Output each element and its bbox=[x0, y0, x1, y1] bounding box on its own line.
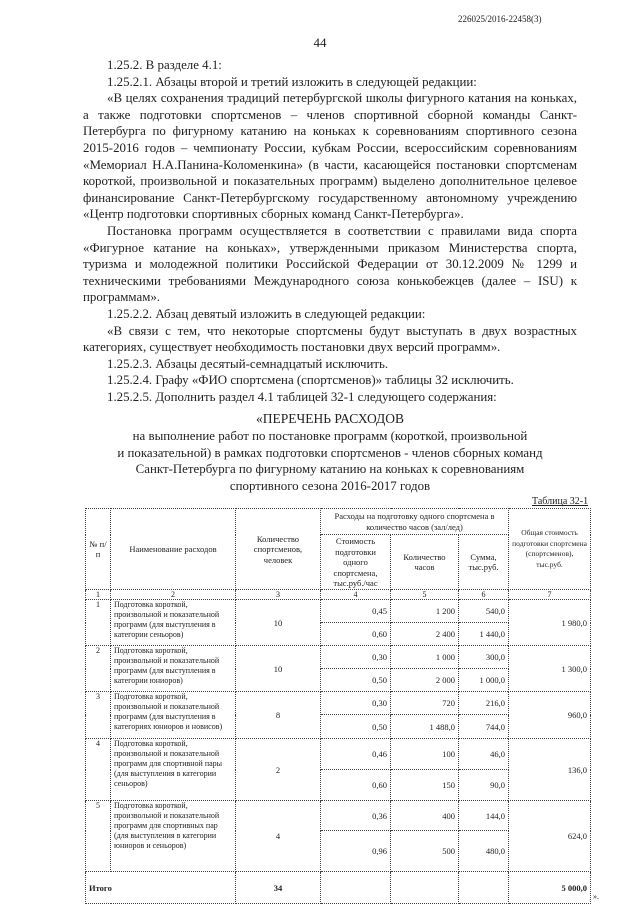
column-number: 7 bbox=[509, 590, 591, 600]
title-line: и показательной) в рамках подготовки спортсменов - членов сборных команд bbox=[117, 445, 543, 460]
row-number: 5 bbox=[86, 801, 111, 872]
total-label: Итого bbox=[86, 872, 236, 904]
total-row bbox=[86, 872, 591, 904]
header-hours: Количество часов bbox=[391, 535, 459, 590]
total-cost: 1 980,0 bbox=[509, 600, 591, 646]
expense-table bbox=[85, 508, 591, 904]
title-line: на выполнение работ по постановке программ (короткой, произвольной bbox=[132, 429, 528, 444]
table-row bbox=[86, 801, 591, 831]
paragraph: 1.25.2.1. Абзацы второй и третий изложить в следующей редакции: bbox=[107, 74, 477, 89]
table-title bbox=[83, 411, 577, 494]
athlete-count: 4 bbox=[236, 801, 321, 872]
paragraph: «В целях сохранения традиций петербургской школы фигурного катания на коньках, а также подготовки спортсменов – членов спортивной сборной команды Санкт-Петербурга по фигурному катанию на коньках к соревнованиям спортивного сезона 2015-2016 годов – чемпионату России, кубкам России, всероссийским соревнованиям «Мемориал Н.А.Панина-Коломенкина» (в части, касающейся постановки спортсменам короткой, произвольной и показательных программ) выделено дополнительное целевое финансирование Санкт-Петербургскому государственному автономному учреждению «Центр подготовки спортивных сборных команд Санкт-Петербурга». bbox=[83, 91, 577, 222]
sum: 216,0 bbox=[459, 692, 509, 715]
header-num: № п/п bbox=[86, 509, 111, 590]
hours: 400 bbox=[391, 801, 459, 831]
total-count: 34 bbox=[236, 872, 321, 904]
header-group: Расходы на подготовку одного спортсмена в количество часов (зал/лед) bbox=[321, 509, 509, 535]
empty-cell bbox=[321, 872, 391, 904]
expense-name: Подготовка короткой, произвольной и показательной программ для спортивной пары (для выступления в категории сеньоров) bbox=[111, 739, 236, 801]
sum: 46,0 bbox=[459, 739, 509, 770]
hours: 1 488,0 bbox=[391, 715, 459, 739]
sum: 1 440,0 bbox=[459, 623, 509, 646]
sum: 744,0 bbox=[459, 715, 509, 739]
total-cost: 1 300,0 bbox=[509, 646, 591, 692]
page-number: 44 bbox=[313, 35, 327, 50]
hours: 500 bbox=[391, 831, 459, 872]
paragraph: 1.25.2. В разделе 4.1: bbox=[107, 58, 222, 72]
table-row bbox=[86, 692, 591, 715]
athlete-count: 10 bbox=[236, 646, 321, 692]
column-number: 1 bbox=[86, 590, 111, 600]
hours: 100 bbox=[391, 739, 459, 770]
title-line: Санкт-Петербурга по фигурному катанию на коньках к соревнованиям bbox=[135, 462, 525, 477]
paragraph: Постановка программ осуществляется в соответствии с правилами вида спорта «Фигурное катание на коньках», утвержденными приказом Министерства спорта, туризма и молодежной политики Российской Федерации от 30.12.2009 № 1299 и техническими требованиями Международного союза конькобежцев (далее – ISU) к программам». bbox=[83, 223, 577, 305]
paragraph: «В связи с тем, что некоторые спортсмены будут выступать в двух возрастных категориях, существует необходимость постановки двух версий программ». bbox=[83, 323, 577, 355]
table-row bbox=[86, 600, 591, 623]
header-name: Наименование расходов bbox=[111, 509, 236, 590]
sum: 540,0 bbox=[459, 600, 509, 623]
athlete-count: 10 bbox=[236, 600, 321, 646]
athlete-count: 8 bbox=[236, 692, 321, 739]
expense-name: Подготовка короткой, произвольной и показательной программ (для выступления в категории сеньоров) bbox=[111, 600, 236, 646]
sum: 1 000,0 bbox=[459, 669, 509, 692]
sum: 480,0 bbox=[459, 831, 509, 872]
cost-per-hour: 0,50 bbox=[321, 715, 391, 739]
sum: 90,0 bbox=[459, 770, 509, 801]
empty-cell bbox=[459, 872, 509, 904]
title-line: «ПЕРЕЧЕНЬ РАСХОДОВ bbox=[255, 411, 404, 427]
table-caption: Таблица 32-1 bbox=[532, 496, 589, 508]
paragraph: 1.25.2.4. Графу «ФИО спортсмена (спортсменов)» таблицы 32 исключить. bbox=[107, 373, 514, 388]
hours: 720 bbox=[391, 692, 459, 715]
table-wrapper bbox=[85, 508, 599, 904]
column-number: 4 bbox=[321, 590, 391, 600]
cost-per-hour: 0,96 bbox=[321, 831, 391, 872]
sum: 300,0 bbox=[459, 646, 509, 669]
header-sum: Сумма, тыс.руб. bbox=[459, 535, 509, 590]
column-numbers-row bbox=[86, 590, 591, 600]
total-cost: 960,0 bbox=[509, 692, 591, 739]
hours: 2 400 bbox=[391, 623, 459, 646]
header-cost: Стоимость подготовки одного спортсмена, тыс.руб./час bbox=[321, 535, 391, 590]
closing-quote: ». bbox=[593, 892, 599, 902]
cost-per-hour: 0,45 bbox=[321, 600, 391, 623]
total-cost: 624,0 bbox=[509, 801, 591, 872]
column-number: 6 bbox=[459, 590, 509, 600]
row-number: 3 bbox=[86, 692, 111, 739]
cost-per-hour: 0,60 bbox=[321, 623, 391, 646]
column-number: 3 bbox=[236, 590, 321, 600]
header-count: Количество спортсменов, человек bbox=[236, 509, 321, 590]
table-row bbox=[86, 739, 591, 770]
paragraph: 1.25.2.3. Абзацы десятый-семнадцатый исключить. bbox=[107, 356, 389, 371]
header-total: Общая стоимость подготовки спортсмена (спортсменов), тыс.руб. bbox=[509, 509, 591, 590]
sum: 144,0 bbox=[459, 801, 509, 831]
cost-per-hour: 0,60 bbox=[321, 770, 391, 801]
cost-per-hour: 0,30 bbox=[321, 646, 391, 669]
cost-per-hour: 0,36 bbox=[321, 801, 391, 831]
total-cost: 136,0 bbox=[509, 739, 591, 801]
cost-per-hour: 0,50 bbox=[321, 669, 391, 692]
expense-name: Подготовка короткой, произвольной и показательной программ для спортивных пар (для выступления в категории юниоров и сеньоров) bbox=[111, 801, 236, 872]
row-number: 1 bbox=[86, 600, 111, 646]
hours: 1 000 bbox=[391, 646, 459, 669]
athlete-count: 2 bbox=[236, 739, 321, 801]
hours: 150 bbox=[391, 770, 459, 801]
paragraph: 1.25.2.2. Абзац девятый изложить в следующей редакции: bbox=[107, 306, 426, 321]
grand-total: 5 000,0 bbox=[509, 872, 591, 904]
hours: 1 200 bbox=[391, 600, 459, 623]
table-row bbox=[86, 646, 591, 669]
cost-per-hour: 0,46 bbox=[321, 739, 391, 770]
column-number: 5 bbox=[391, 590, 459, 600]
document-body bbox=[83, 57, 577, 494]
paragraph: 1.25.2.5. Дополнить раздел 4.1 таблицей 32-1 следующего содержания: bbox=[107, 389, 497, 404]
row-number: 2 bbox=[86, 646, 111, 692]
title-line: спортивного сезона 2016-2017 годов bbox=[229, 478, 431, 493]
column-number: 2 bbox=[111, 590, 236, 600]
expense-name: Подготовка короткой, произвольной и показательной программ (для выступления в категории юниоров) bbox=[111, 646, 236, 692]
hours: 2 000 bbox=[391, 669, 459, 692]
empty-cell bbox=[391, 872, 459, 904]
row-number: 4 bbox=[86, 739, 111, 801]
expense-name: Подготовка короткой, произвольной и показательной программ (для выступления в категориях юниоров и новисов) bbox=[111, 692, 236, 739]
cost-per-hour: 0,30 bbox=[321, 692, 391, 715]
document-number: 226025/2016-22458(3) bbox=[458, 14, 542, 24]
